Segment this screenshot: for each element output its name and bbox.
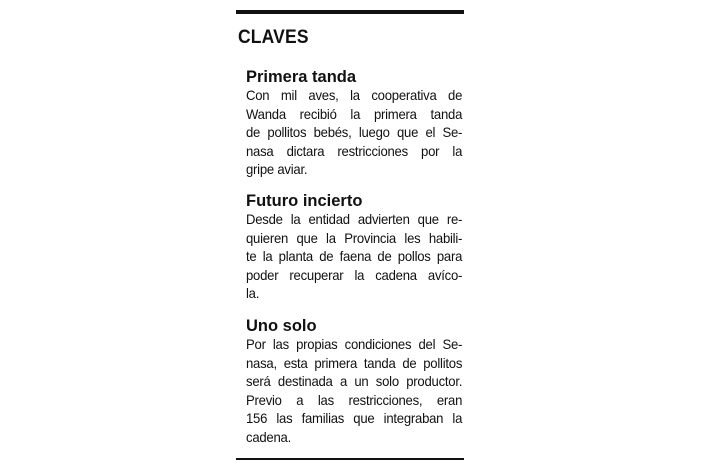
body-line: Desde la entidad advierten que re- [246, 212, 463, 227]
item-body [246, 211, 462, 304]
item-heading: Uno solo [246, 317, 317, 335]
body-line: Wanda recibió la primera tanda [246, 106, 463, 122]
body-line: cadena. [246, 429, 291, 445]
body-line: de pollitos bebés, luego que el Se- [246, 125, 463, 141]
claves-box [236, 10, 464, 462]
body-line: nasa, esta primera tanda de pollitos [246, 355, 463, 371]
body-line: gripe aviar. [246, 162, 308, 178]
body-line: nasa dictara restricciones por la [246, 143, 463, 159]
bottom-rule [236, 458, 464, 460]
body-line: poder recuperar la cadena avíco- [246, 267, 463, 283]
item-heading: Futuro incierto [246, 192, 363, 210]
body-line: 156 las familias que integraban la [246, 411, 463, 427]
body-line: Por las propias condiciones del Se- [246, 337, 463, 352]
body-line: la. [246, 286, 260, 302]
top-rule [236, 10, 464, 14]
box-title: CLAVES [238, 27, 309, 48]
item-uno-solo [246, 316, 462, 448]
body-line: será destinada a un solo productor. [246, 374, 463, 390]
item-primera-tanda [246, 67, 462, 180]
item-futuro-incierto [246, 191, 462, 304]
body-line: Con mil aves, la cooperativa de [246, 88, 463, 103]
body-line: quieren que la Provincia les habili- [246, 230, 463, 246]
body-line: te la planta de faena de pollos para [246, 249, 463, 265]
item-body [246, 336, 462, 448]
item-body [246, 87, 462, 180]
item-heading: Primera tanda [246, 68, 357, 86]
body-line: Previo a las restricciones, eran [246, 392, 463, 408]
